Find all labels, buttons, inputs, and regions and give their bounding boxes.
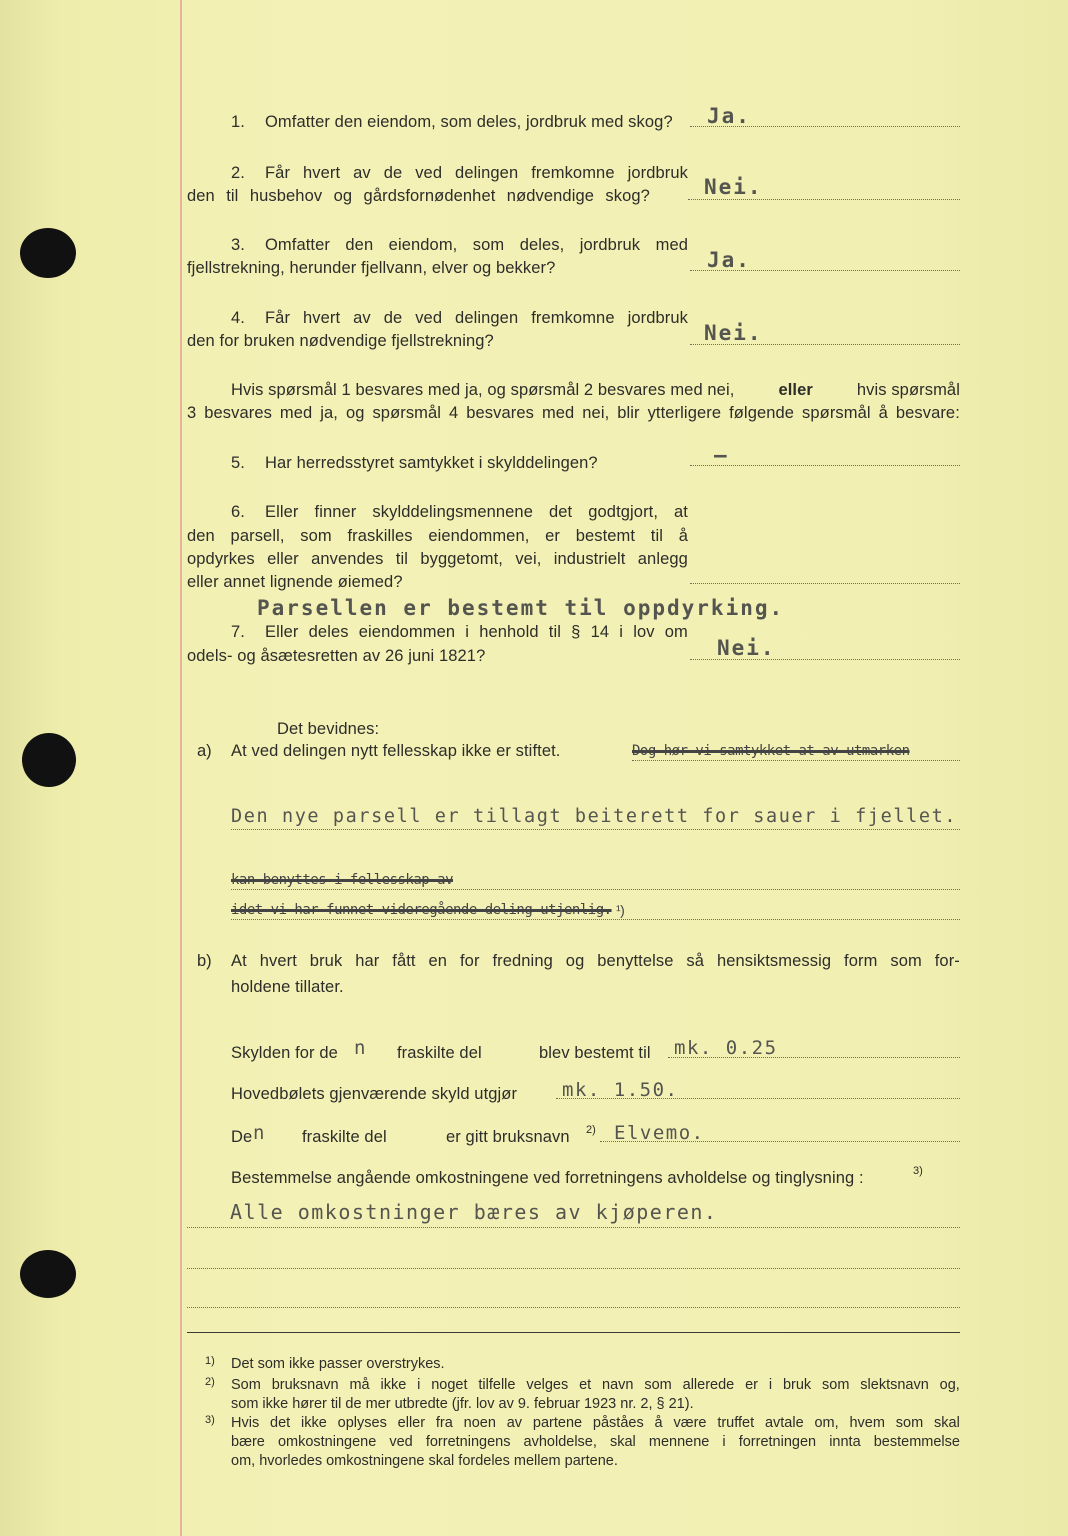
- hoved-label: Hovedbølets gjenværende skyld utgjør: [231, 1085, 518, 1103]
- answer-line: [187, 1268, 960, 1269]
- answer-line: [690, 270, 960, 271]
- hoved-value: mk. 1.50.: [562, 1079, 679, 1101]
- answer-line: [690, 583, 960, 584]
- instruction-line-1-a: Hvis spørsmål 1 besvares med ja, og spørsmål 2 besvares med nei,: [231, 381, 735, 399]
- footnote-3-mark: 3): [205, 1414, 215, 1426]
- item-b-line-1: At hvert bruk har fått en for fredning og benyttelse så hensiktsmessig form som for-: [231, 952, 960, 970]
- footnote-separator: [187, 1332, 960, 1333]
- question-6-answer: Parsellen er bestemt til oppdyrking.: [257, 596, 785, 620]
- struck-line-2: idet vi har funnet videregående deling utjenlig.: [231, 902, 612, 918]
- question-5-text: Har herredsstyret samtykket i skylddelingen?: [265, 454, 598, 472]
- question-5-number: 5.: [231, 454, 245, 472]
- den-mid: fraskilte del: [302, 1128, 387, 1146]
- answer-line: [231, 919, 960, 920]
- answer-line: [556, 1098, 960, 1099]
- skyld-handwritten: n: [354, 1037, 367, 1059]
- footnote-3-line-2: bære omkostningene ved forretningens avholdelse, skal mennene i forretningen innta bestemmelse: [231, 1434, 960, 1450]
- item-a-text: At ved delingen nytt fellesskap ikke er stiftet.: [231, 742, 561, 760]
- question-7-line-2: odels- og åsætesretten av 26 juni 1821?: [187, 647, 486, 665]
- question-6-number: 6.: [231, 503, 245, 521]
- question-6-line-2: den parsell, som fraskilles eiendommen, er bestemt til å: [187, 527, 688, 545]
- question-5-answer: –: [714, 443, 729, 467]
- answer-line: [690, 465, 960, 466]
- certification-heading: Det bevidnes:: [277, 720, 380, 738]
- footnote-3-line-3: om, hvorledes omkostningene skal fordeles mellem partene.: [231, 1453, 618, 1469]
- answer-line: [231, 889, 960, 890]
- question-3-line-1: Omfatter den eiendom, som deles, jordbruk med: [265, 236, 688, 254]
- answer-line: [690, 344, 960, 345]
- question-7-line-1: Eller deles eiendommen i henhold til § 14 i lov om: [265, 623, 688, 641]
- punch-hole: [22, 733, 76, 787]
- question-6-line-4: eller annet lignende øiemed?: [187, 573, 403, 591]
- question-4-number: 4.: [231, 309, 245, 327]
- punch-hole: [20, 1250, 76, 1298]
- instruction-line-2: 3 besvares med ja, og spørsmål 4 besvares med nei, blir ytterligere følgende spørsmål å besvare:: [187, 404, 960, 422]
- footnote-2-line-1: Som bruksnavn må ikke i noget tilfelle velges et navn som allerede er i bruk som slektsnavn og,: [231, 1377, 960, 1393]
- margin-rule: [180, 0, 182, 1536]
- struck-line-2-marker: ¹): [616, 902, 625, 918]
- question-7-answer: Nei.: [717, 636, 776, 660]
- answer-line: [668, 1057, 960, 1058]
- question-6-line-1: Eller finner skylddelingsmennene det godtgjort, at: [265, 503, 688, 521]
- item-b-line-2: holdene tillater.: [231, 978, 344, 996]
- question-6-line-3: opdyrkes eller anvendes til byggetomt, vei, industrielt anlegg: [187, 550, 688, 568]
- question-1-number: 1.: [231, 113, 245, 131]
- skyld-mid: fraskilte del: [397, 1044, 482, 1062]
- footnote-2-line-2: som ikke hører til de mer utbredte (jfr. lov av 9. februar 1923 nr. 2, § 21).: [231, 1396, 694, 1412]
- question-1-answer: Ja.: [707, 104, 751, 128]
- answer-line: [600, 1141, 960, 1142]
- cost-superscript: 3): [913, 1165, 923, 1177]
- answer-line: [187, 1307, 960, 1308]
- question-4-answer: Nei.: [704, 321, 763, 345]
- bruksnavn-value: Elvemo.: [614, 1122, 705, 1144]
- answer-line: [690, 126, 960, 127]
- footnote-1-mark: 1): [205, 1355, 215, 1367]
- footnote-3-line-1: Hvis det ikke oplyses eller fra noen av partene påståes å være truffet avtale om, hvem som skal: [231, 1415, 960, 1431]
- skyld-prefix: Skylden for de: [231, 1044, 338, 1062]
- question-3-number: 3.: [231, 236, 245, 254]
- question-4-line-1: Får hvert av de ved delingen fremkomne jordbruk: [265, 309, 688, 327]
- footnote-2-mark: 2): [205, 1376, 215, 1388]
- den-handwritten: n: [253, 1122, 266, 1144]
- punch-hole: [20, 228, 76, 278]
- question-3-line-2: fjellstrekning, herunder fjellvann, elver og bekker?: [187, 259, 556, 277]
- cost-value: Alle omkostninger bæres av kjøperen.: [230, 1200, 718, 1224]
- struck-line-1: kan benyttes i fellesskap av: [231, 872, 454, 888]
- skyld-value: mk. 0.25: [674, 1037, 778, 1059]
- answer-line: [632, 760, 960, 761]
- answer-line: [187, 1227, 960, 1228]
- instruction-emphasis: eller: [778, 381, 813, 399]
- answer-line: [690, 659, 960, 660]
- cost-label: Bestemmelse angående omkostningene ved forretningens avholdelse og tinglysning :: [231, 1169, 864, 1187]
- instruction-line-1: [231, 379, 960, 401]
- skyld-suffix: blev bestemt til: [539, 1044, 651, 1062]
- question-1-text: Omfatter den eiendom, som deles, jordbruk med skog?: [265, 113, 673, 131]
- answer-line: [688, 199, 960, 200]
- question-7-number: 7.: [231, 623, 245, 641]
- den-superscript: 2): [586, 1124, 596, 1136]
- question-2-number: 2.: [231, 164, 245, 182]
- question-4-line-2: den for bruken nødvendige fjellstrekning?: [187, 332, 494, 350]
- footnote-1-line-1: Det som ikke passer overstrykes.: [231, 1356, 445, 1372]
- question-2-line-1: Får hvert av de ved delingen fremkomne jordbruk: [265, 164, 688, 182]
- answer-line: [231, 829, 960, 830]
- question-2-line-2: den til husbehov og gårdsfornødenhet nødvendige skog?: [187, 187, 650, 205]
- instruction-line-1-b: hvis spørsmål: [856, 381, 960, 399]
- item-a-struck-text: Dog hør vi samtykket at av utmarken: [632, 743, 910, 759]
- den-suffix: er gitt bruksnavn: [446, 1128, 570, 1146]
- item-a-typed-text: Den nye parsell er tillagt beiterett for sauer i fjellet.: [231, 806, 958, 827]
- den-prefix: De: [231, 1128, 253, 1146]
- question-2-answer: Nei.: [704, 175, 763, 199]
- item-a-label: a): [197, 742, 212, 760]
- question-3-answer: Ja.: [707, 248, 751, 272]
- item-b-label: b): [197, 952, 212, 970]
